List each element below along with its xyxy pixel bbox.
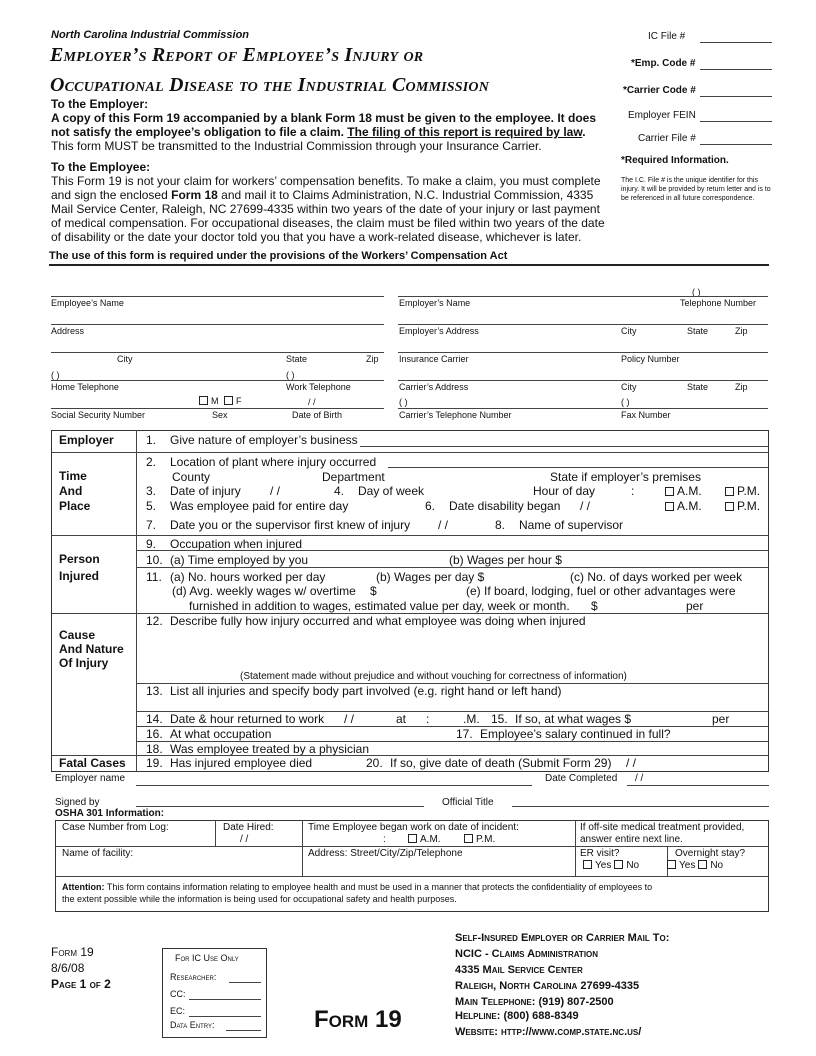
employer-name-field[interactable] xyxy=(398,296,768,297)
footer-page: Page 1 of 2 xyxy=(51,977,111,991)
date-completed-field[interactable]: / / xyxy=(635,773,644,784)
return-wages-label: If so, at what wages $ xyxy=(515,712,632,726)
section-time: Time xyxy=(59,469,87,483)
injury-pm-checkbox[interactable] xyxy=(725,487,734,496)
employer-zip-label: Zip xyxy=(735,326,748,336)
osha-am-checkbox[interactable] xyxy=(408,834,417,843)
signed-by-label: Signed by xyxy=(55,797,100,808)
item-number: 7. xyxy=(146,518,157,532)
day-of-week-label: Day of week xyxy=(358,484,425,498)
fax-number-label: Fax Number xyxy=(621,410,671,420)
section-employer: Employer xyxy=(59,433,114,447)
required-note: *Required Information. xyxy=(621,155,729,166)
col-divider xyxy=(302,820,303,876)
disability-pm-checkbox[interactable] xyxy=(725,502,734,511)
zip-label: Zip xyxy=(366,354,379,364)
row-divider xyxy=(51,535,136,536)
item-number: 12. xyxy=(146,614,163,628)
paid-entire-day-label: Was employee paid for entire day xyxy=(170,499,349,513)
board-lodging-label: (e) If board, lodging, fuel or other advantages were xyxy=(466,584,736,598)
row-divider xyxy=(136,567,769,568)
pm-label: P.M. xyxy=(476,834,496,845)
employer-city-label: City xyxy=(621,326,637,336)
injury-date-field[interactable]: / / xyxy=(270,484,281,498)
cc-field[interactable] xyxy=(189,999,261,1000)
supervisor-name-label: Name of supervisor xyxy=(519,518,624,532)
insurance-carrier-field[interactable] xyxy=(398,352,768,353)
to-employee-heading: To the Employee: xyxy=(51,160,151,174)
section-place: Place xyxy=(59,499,91,513)
hours-per-day-label: (a) No. hours worked per day xyxy=(170,570,326,584)
to-employer-heading: To the Employer: xyxy=(51,97,149,111)
employee-text-2c: and mail it to Claims Administration, N.C. Industrial Commission, 4335 xyxy=(221,188,594,202)
furnished-label: furnished in addition to wages, estimated value per day, week or month. xyxy=(189,599,570,613)
employer-address-label: Employer’s Address xyxy=(399,326,479,336)
employee-text-2a: and sign the enclosed xyxy=(51,188,168,202)
mail-line-1: NCIC - Claims Administration xyxy=(455,948,599,960)
hour-of-day-label: Hour of day xyxy=(533,484,596,498)
osha-pm-checkbox[interactable] xyxy=(464,834,473,843)
employer-notice-required: The filing of this report is required by law xyxy=(347,125,583,139)
item-number: 17. xyxy=(456,727,473,741)
employee-text-2 xyxy=(51,188,593,203)
hour-colon: : xyxy=(426,712,430,726)
county-label: County xyxy=(172,470,211,484)
website-link[interactable]: Website: http://www.comp.state.nc.us/ xyxy=(455,1026,642,1038)
physician-label: Was employee treated by a physician xyxy=(170,742,369,756)
ssn-label: Social Security Number xyxy=(51,410,146,420)
employer-notice-end: . xyxy=(582,125,586,139)
item-number: 6. xyxy=(425,499,436,513)
department-label: Department xyxy=(322,470,385,484)
date-hired-field[interactable]: / / xyxy=(240,834,249,845)
days-per-week-label: (c) No. of days worked per week xyxy=(570,570,743,584)
item-number: 5. xyxy=(146,499,157,513)
state-premises-label: State if employer’s premises xyxy=(550,470,701,484)
facility-label: Name of facility: xyxy=(62,848,134,859)
mail-heading: Self-Insured Employer or Carrier Mail To: xyxy=(455,932,670,944)
pm-label: P.M. xyxy=(737,499,761,513)
wages-per-hour-label: (b) Wages per hour $ xyxy=(449,553,562,567)
time-began-label: Time Employee began work on date of incident: xyxy=(308,822,519,833)
item-number: 4. xyxy=(334,484,345,498)
statement-note: (Statement made without prejudice and without vouching for correctness of information) xyxy=(240,671,627,682)
plant-location-label: Location of plant where injury occurred xyxy=(170,455,377,469)
er-yes-checkbox[interactable] xyxy=(583,860,592,869)
item-number: 1. xyxy=(146,433,157,447)
am-label: A.M. xyxy=(420,834,441,845)
work-telephone-label: Work Telephone xyxy=(286,382,351,392)
knew-of-injury-label: Date you or the supervisor first knew of injury xyxy=(170,518,411,532)
mail-line-5: Helpline: (800) 688-8349 xyxy=(455,1010,579,1022)
row-divider xyxy=(55,846,769,847)
signed-by-field[interactable] xyxy=(136,806,424,807)
carrier-file-label: Carrier File # xyxy=(638,133,696,144)
employer-name-sig-field[interactable] xyxy=(136,785,532,786)
section-and: And xyxy=(59,484,83,498)
employee-text-4: of medical compensation. For occupational diseases, the claim must be filed within two years of the date xyxy=(51,216,605,230)
per-label: per xyxy=(686,599,704,613)
injury-am-checkbox[interactable] xyxy=(665,487,674,496)
occupation-label: Occupation when injured xyxy=(170,537,303,551)
overnight-yes-checkbox[interactable] xyxy=(667,860,676,869)
employee-died-label: Has injured employee died xyxy=(170,756,313,770)
emp-code-label: *Emp. Code # xyxy=(631,58,696,69)
describe-injury-label: Describe fully how injury occurred and what employee was doing when injured xyxy=(170,614,586,628)
attention-label: Attention: xyxy=(62,882,105,892)
pm-label: P.M. xyxy=(737,484,761,498)
telephone-fields[interactable] xyxy=(51,380,384,381)
employee-text-1: This Form 19 is not your claim for workers’ compensation benefits. To make a claim, you must complete xyxy=(51,174,601,188)
row-divider xyxy=(136,535,769,536)
employer-name-label: Employer’s Name xyxy=(399,298,471,308)
researcher-field[interactable] xyxy=(229,982,261,983)
am-label: A.M. xyxy=(677,499,702,513)
wages-per-day-label: (b) Wages per day $ xyxy=(376,570,485,584)
work-phone-paren: ( ) xyxy=(286,370,295,380)
carrier-code-label: *Carrier Code # xyxy=(623,85,696,96)
item-number: 14. xyxy=(146,712,163,726)
official-title-label: Official Title xyxy=(442,797,494,808)
ic-use-heading: For IC Use Only xyxy=(175,953,239,963)
carrier-phone-fax-fields[interactable] xyxy=(398,408,768,409)
form-title-line2: Occupational Disease to the Industrial Commission xyxy=(50,74,490,96)
time-employed-label: (a) Time employed by you xyxy=(170,553,309,567)
commission-name: North Carolina Industrial Commission xyxy=(51,29,250,41)
case-number-label: Case Number from Log: xyxy=(62,822,169,833)
salary-continued-label: Employee’s salary continued in full? xyxy=(480,727,671,741)
mail-line-4: Main Telephone: (919) 807-2500 xyxy=(455,996,614,1008)
form-title-line1: Employer’s Report of Employee’s Injury or xyxy=(50,44,424,66)
carrier-city-label: City xyxy=(621,382,637,392)
address-label: Address xyxy=(51,326,85,336)
ec-field[interactable] xyxy=(189,1016,261,1017)
section-and-nature: And Nature xyxy=(59,642,124,656)
address-field[interactable] xyxy=(51,324,384,325)
dob-slashes: / / xyxy=(308,397,316,407)
returned-to-work-label: Date & hour returned to work xyxy=(170,712,325,726)
meridiem-label: .M. xyxy=(463,712,480,726)
sex-label: Sex xyxy=(212,410,228,420)
researcher-label: Researcher: xyxy=(170,972,217,982)
item-number: 11. xyxy=(146,570,162,584)
form-19-large: Form 19 xyxy=(314,1006,402,1033)
time-colon: : xyxy=(383,834,386,845)
carrier-file-field[interactable] xyxy=(700,144,772,145)
city-field[interactable] xyxy=(51,352,384,353)
ec-label: EC: xyxy=(170,1006,186,1016)
hour-colon: : xyxy=(631,484,635,498)
date-hired-label: Date Hired: xyxy=(223,822,274,833)
section-divider xyxy=(49,264,769,266)
er-no-checkbox[interactable] xyxy=(614,860,623,869)
carrier-code-field[interactable] xyxy=(700,96,772,97)
yes-label: Yes xyxy=(679,860,696,871)
employer-business-label: Give nature of employer’s business xyxy=(170,433,358,447)
per-label: per xyxy=(712,712,730,726)
list-injuries-label: List all injuries and specify body part involved (e.g. right hand or left hand) xyxy=(170,684,562,698)
ssn-sex-dob-fields[interactable] xyxy=(51,408,384,409)
knew-of-injury-date[interactable]: / / xyxy=(438,518,449,532)
avg-weekly-wages-label: (d) Avg. weekly wages w/ overtime xyxy=(172,584,356,598)
overnight-label: Overnight stay? xyxy=(675,848,746,859)
item-number: 20. xyxy=(366,756,383,770)
item-number: 8. xyxy=(495,518,506,532)
disability-date-field[interactable]: / / xyxy=(580,499,591,513)
employer-state-label: State xyxy=(687,326,709,336)
employer-notice-1: A copy of this Form 19 accompanied by a blank Form 18 must be given to the employee. It does xyxy=(51,111,597,125)
row-divider xyxy=(136,452,769,453)
employer-notice-2a: not satisfy the employee’s obligation to file a claim. xyxy=(51,125,344,139)
yes-label: Yes xyxy=(595,860,612,871)
fax-paren: ( ) xyxy=(621,397,630,407)
use-notice: The use of this form is required under the provisions of the Workers’ Compensation Act xyxy=(49,250,508,262)
employee-text-3: Mail Service Center, Raleigh, NC 27699-4335 within two years of the date of your injury or last payment xyxy=(51,202,600,216)
item-number: 16. xyxy=(146,727,163,741)
male-checkbox[interactable] xyxy=(199,396,208,405)
home-phone-paren: ( ) xyxy=(51,370,60,380)
col-divider xyxy=(575,820,576,876)
carrier-zip-label: Zip xyxy=(735,382,748,392)
row-divider xyxy=(55,876,769,877)
plant-location-field[interactable] xyxy=(388,467,769,468)
date-of-death-field[interactable]: / / xyxy=(626,756,637,770)
injury-date-label: Date of injury xyxy=(170,484,241,498)
return-occupation-label: At what occupation xyxy=(170,727,272,741)
cc-label: CC: xyxy=(170,989,186,999)
row-divider xyxy=(136,550,769,551)
employer-name-sig-label: Employer name xyxy=(55,773,126,784)
insurance-carrier-label: Insurance Carrier xyxy=(399,354,469,364)
carrier-telephone-label: Carrier’s Telephone Number xyxy=(399,410,512,420)
attention-text-2: the extent possible while the information is being used for occupational safety and health purposes. xyxy=(62,894,457,904)
footer-date: 8/6/08 xyxy=(51,961,85,975)
form-18-ref: Form 18 xyxy=(171,188,218,202)
item-number: 18. xyxy=(146,742,163,756)
carrier-state-label: State xyxy=(687,382,709,392)
ic-file-field[interactable] xyxy=(700,42,772,43)
facility-address-label: Address: Street/City/Zip/Telephone xyxy=(308,848,463,859)
employee-name-field[interactable] xyxy=(51,296,384,297)
telephone-label: Telephone Number xyxy=(680,298,757,308)
date-completed-line xyxy=(627,785,769,786)
employer-fein-field[interactable] xyxy=(700,121,772,122)
male-label: M xyxy=(211,396,219,406)
disability-date-label: Date disability began xyxy=(449,499,561,513)
section-person: Person xyxy=(59,552,100,566)
employee-name-label: Employee’s Name xyxy=(51,298,124,308)
section-fatal-cases: Fatal Cases xyxy=(59,756,126,770)
ic-file-note: The I.C. File # is the unique identifier for this injury. It will be provided by return letter and is to be referenced in all future correspondence. xyxy=(621,177,771,202)
date-completed-label: Date Completed xyxy=(545,773,618,784)
data-entry-field[interactable] xyxy=(226,1030,261,1031)
item-number: 10. xyxy=(146,553,163,567)
female-checkbox[interactable] xyxy=(224,396,233,405)
home-telephone-label: Home Telephone xyxy=(51,382,119,392)
section-column-divider xyxy=(136,430,137,772)
item-number: 19. xyxy=(146,756,163,770)
er-visit-label: ER visit? xyxy=(580,848,620,859)
offsite-label: If off-site medical treatment provided, xyxy=(580,822,745,833)
emp-code-field[interactable] xyxy=(700,69,772,70)
date-of-death-label: If so, give date of death (Submit Form 29) xyxy=(390,756,612,770)
item-number: 3. xyxy=(146,484,157,498)
data-entry-label: Data Entry: xyxy=(170,1020,215,1030)
attention-text-1: This form contains information relating to employee health and must be used in a manner that protects the confidentiality of employees to xyxy=(106,882,653,892)
employee-text-5: of disability or the date your doctor told you that you have a work-related disease, whichever is later. xyxy=(51,230,582,244)
employer-address-field[interactable] xyxy=(398,324,768,325)
returned-date-field[interactable]: / / xyxy=(344,712,355,726)
dollar-sign: $ xyxy=(370,584,377,598)
item-number: 9. xyxy=(146,537,157,551)
carrier-address-label: Carrier’s Address xyxy=(399,382,469,392)
carrier-address-field[interactable] xyxy=(398,380,768,381)
carrier-phone-paren: ( ) xyxy=(399,397,408,407)
ic-file-label: IC File # xyxy=(648,31,686,42)
mail-line-2: 4335 Mail Service Center xyxy=(455,964,583,976)
osha-heading: OSHA 301 Information: xyxy=(55,808,165,819)
no-label: No xyxy=(710,860,724,871)
official-title-field[interactable] xyxy=(512,806,769,807)
section-cause: Cause xyxy=(59,628,96,642)
row-divider xyxy=(51,452,136,453)
at-label: at xyxy=(396,712,407,726)
employer-fein-label: Employer FEIN xyxy=(628,110,696,121)
col-divider xyxy=(215,820,216,846)
no-label: No xyxy=(626,860,640,871)
item-number: 2. xyxy=(146,455,157,469)
section-of-injury: Of Injury xyxy=(59,656,109,670)
mail-line-3: Raleigh, North Carolina 27699-4335 xyxy=(455,980,640,992)
employer-business-field[interactable] xyxy=(360,446,769,447)
overnight-no-checkbox[interactable] xyxy=(698,860,707,869)
dollar-sign: $ xyxy=(591,599,598,613)
answer-next-line: answer entire next line. xyxy=(580,834,683,845)
employer-notice-2 xyxy=(51,125,586,140)
female-label: F xyxy=(236,396,242,406)
city-label: City xyxy=(117,354,133,364)
section-injured: Injured xyxy=(59,569,100,583)
item-number: 13. xyxy=(146,684,163,698)
policy-number-label: Policy Number xyxy=(621,354,680,364)
footer-form-number: Form 19 xyxy=(51,945,94,959)
state-label: State xyxy=(286,354,308,364)
employer-text: This form MUST be transmitted to the Industrial Commission through your Insurance Carrier. xyxy=(51,139,542,153)
dob-label: Date of Birth xyxy=(292,410,343,420)
disability-am-checkbox[interactable] xyxy=(665,502,674,511)
item-number: 15. xyxy=(491,712,508,726)
am-label: A.M. xyxy=(677,484,702,498)
phone-paren: ( ) xyxy=(692,287,701,297)
